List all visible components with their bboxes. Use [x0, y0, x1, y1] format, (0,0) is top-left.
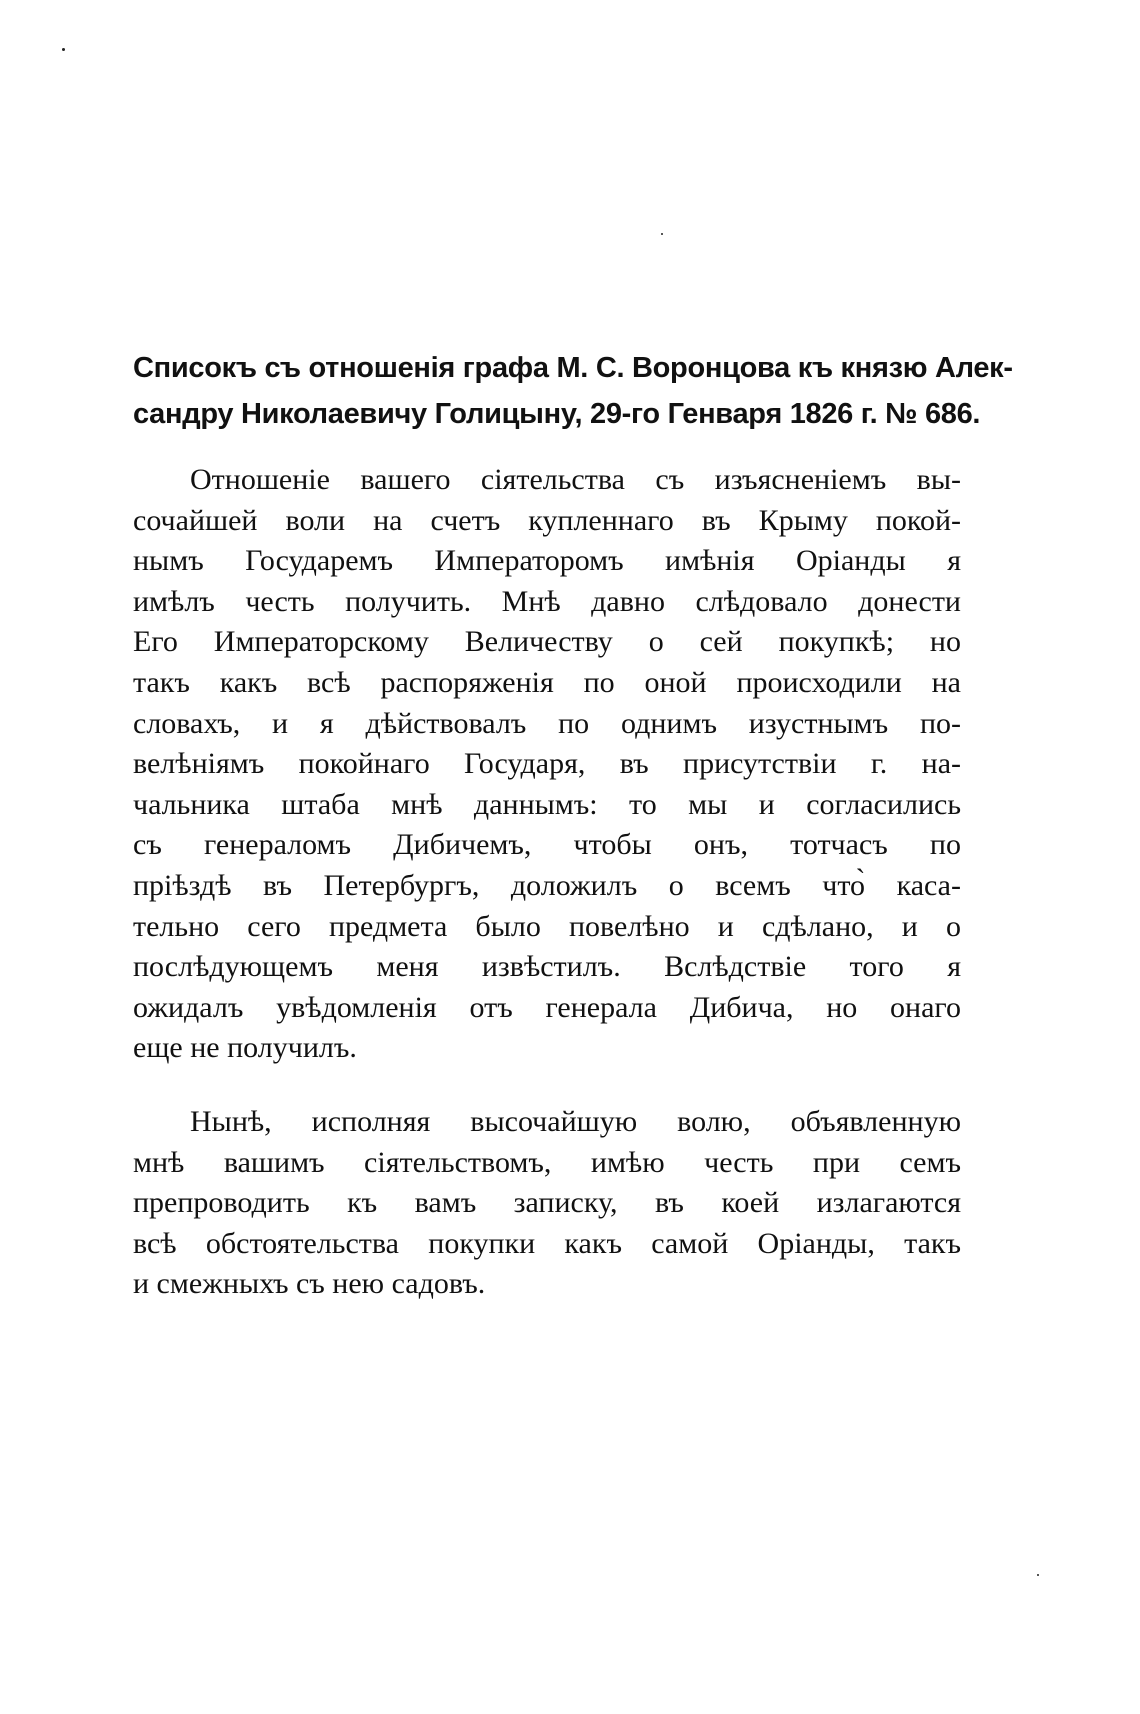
text-line: нымъ Государемъ Императоромъ имѣнія Оріанды я — [133, 544, 961, 578]
text-line: имѣлъ честь получить. Мнѣ давно слѣдовало донести — [133, 584, 961, 618]
text-line: велѣніямъ покойнаго Государя, въ присутствіи г. на- — [133, 747, 961, 781]
text-line: сочайшей воли на счетъ купленнаго въ Крыму покой- — [133, 503, 961, 537]
scan-speck — [661, 233, 663, 235]
text-line: Отношеніе вашего сіятельства съ изъясненіемъ вы- — [190, 463, 961, 496]
text-line: Нынѣ, исполняя высочайшую волю, объявленную — [190, 1105, 961, 1138]
text-line: съ генераломъ Дибичемъ, чтобы онъ, тотчасъ по — [133, 828, 961, 862]
text-line: чальника штаба мнѣ даннымъ: то мы и согласились — [133, 787, 961, 821]
text-line: тельно сего предмета было повелѣно и сдѣлано, и о — [133, 909, 961, 943]
text-line: и смежныхъ съ нею садовъ. — [133, 1267, 486, 1301]
scan-speck — [62, 48, 65, 51]
text-line: еще не получилъ. — [133, 1031, 357, 1065]
text-line: послѣдующемъ меня извѣстилъ. Вслѣдствіе того я — [133, 950, 961, 984]
heading-line: Списокъ съ отношенія графа М. С. Воронцова къ князю Алек- — [133, 352, 1013, 384]
text-line: такъ какъ всѣ распоряженія по оной происходили на — [133, 665, 961, 699]
text-line: мнѣ вашимъ сіятельствомъ, имѣю честь при семъ — [133, 1145, 961, 1179]
text-line: всѣ обстоятельства покупки какъ самой Оріанды, такъ — [133, 1226, 961, 1260]
scan-speck — [1037, 1574, 1039, 1576]
heading-line: сандру Николаевичу Голицыну, 29-го Генваря 1826 г. № 686. — [133, 398, 981, 430]
document-heading — [133, 345, 1013, 437]
text-line: Его Императорскому Величеству о сей покупкѣ; но — [133, 625, 961, 659]
text-line: препроводить къ вамъ записку, въ коей излагаются — [133, 1186, 961, 1220]
paragraph-1 — [133, 460, 961, 1069]
paragraph-2 — [133, 1102, 961, 1305]
text-line: пріѣздѣ въ Петербургъ, доложилъ о всемъ что̀ каса- — [133, 868, 961, 902]
text-line: словахъ, и я дѣйствовалъ по однимъ изустнымъ по- — [133, 706, 961, 740]
text-line: ожидалъ увѣдомленія отъ генерала Дибича, но онаго — [133, 990, 961, 1024]
